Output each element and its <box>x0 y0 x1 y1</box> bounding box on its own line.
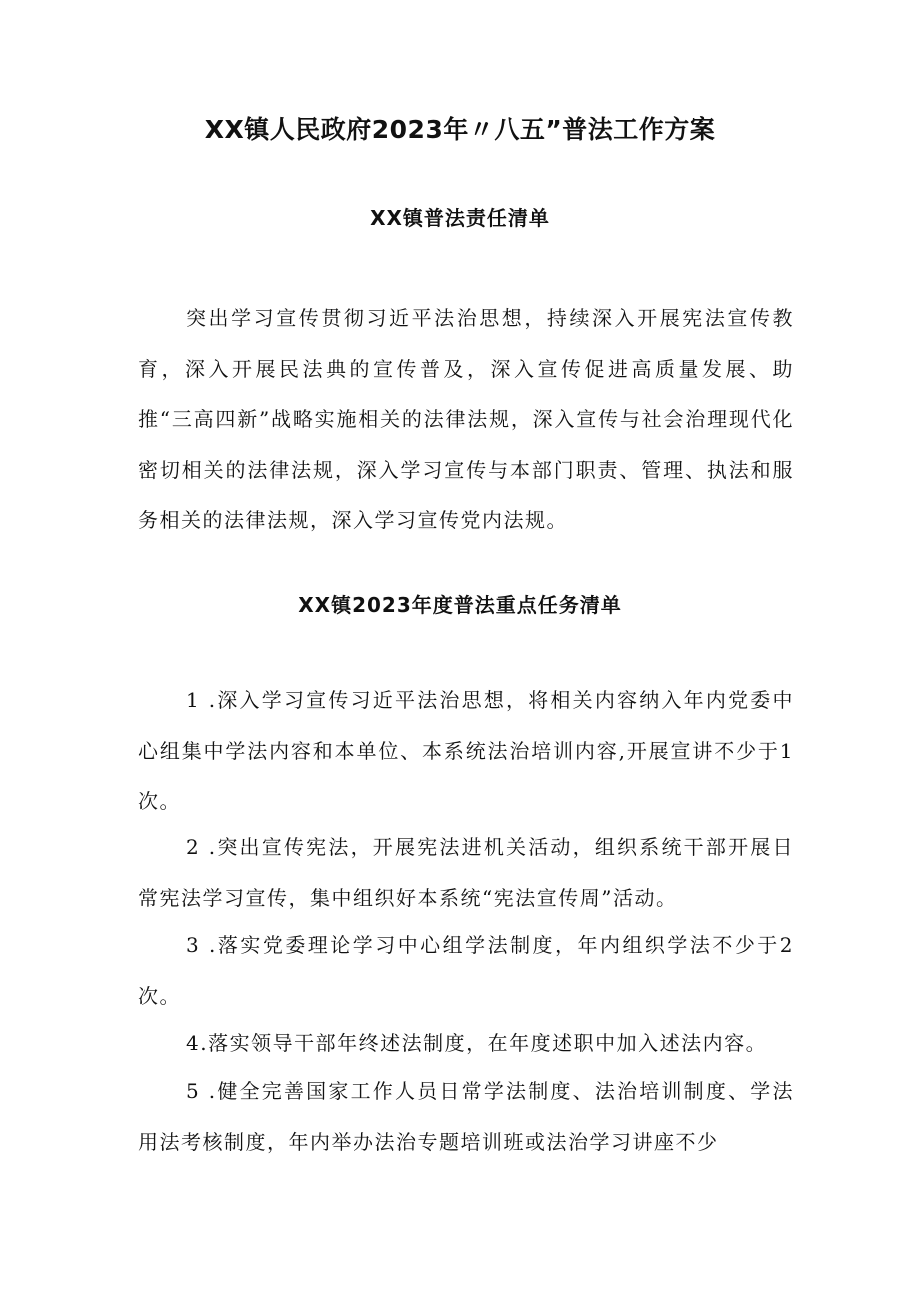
task-item-3: 3 .落实党委理论学习中心组学法制度，年内组织学法不少于2次。 <box>138 933 794 1008</box>
document-title: XX镇人民政府2023年〃八五”普法工作方案 <box>204 115 716 144</box>
section-heading-key-tasks: XX镇2023年度普法重点任务清单 <box>298 593 622 617</box>
task-item-5: 5 .健全完善国家工作人员日常学法制度、法治培训制度、学法用法考核制度，年内举办法治专题培训班或法治学习讲座不少 <box>138 1079 794 1154</box>
section-heading-responsibility-list: XX镇普法责任清单 <box>370 206 550 230</box>
task-item-2: 2 .突出宣传宪法，开展宪法进机关活动，组织系统干部开展日常宪法学习宣传，集中组织好本系统“宪法宣传周”活动。 <box>138 835 794 910</box>
task-item-4: 4.落实领导干部年终述法制度，在年度述职中加入述法内容。 <box>186 1031 768 1055</box>
task-item-1: 1 .深入学习宣传习近平法治思想，将相关内容纳入年内党委中心组集中学法内容和本单位、本系统法治培训内容,开展宣讲不少于1次。 <box>138 688 794 813</box>
intro-paragraph: 突出学习宣传贯彻习近平法治思想，持续深入开展宪法宣传教育，深入开展民法典的宣传普及，深入宣传促进高质量发展、助推“三高四新”战略实施相关的法律法规，深入宣传与社会治理现代化密切相关的法律法规，深入学习宣传与本部门职责、管理、执法和服务相关的法律法规，深入学习宣传党内法规。 <box>138 306 794 532</box>
